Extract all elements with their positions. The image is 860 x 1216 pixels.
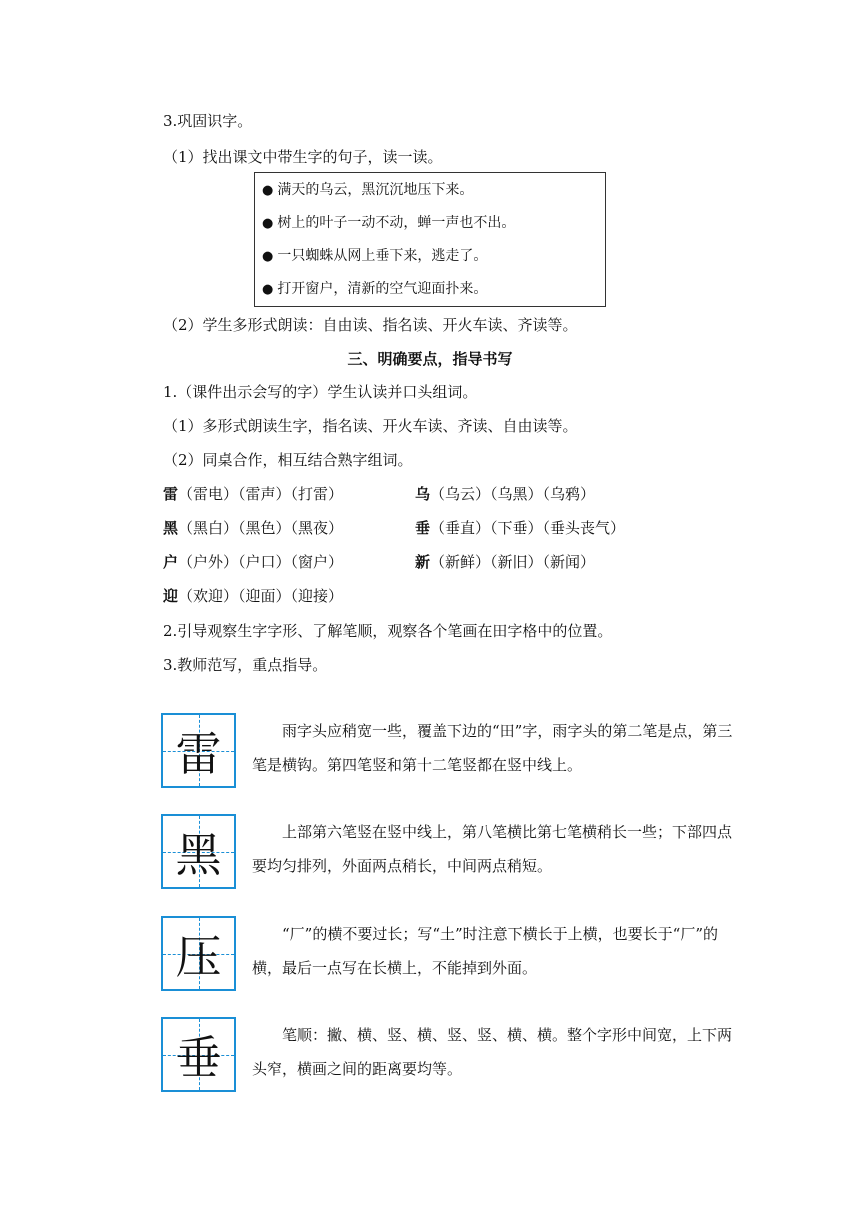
paragraph: 3.教师范写，重点指导。 (163, 656, 328, 674)
word-group: 垂（垂直）（下垂）（垂头丧气） (415, 519, 626, 537)
paragraph: （1）多形式朗读生字，指名读、开火车读、齐读、自由读等。 (163, 417, 578, 435)
sentence-item: ● 满天的乌云，黑沉沉地压下来。 (262, 182, 474, 198)
model-character: 压 (175, 929, 222, 984)
tianzige-box (161, 713, 236, 788)
tianzige-box (161, 916, 236, 991)
sentence-item: ● 一只蜘蛛从网上垂下来，逃走了。 (262, 248, 488, 264)
step-1-text: （1）找出课文中带生字的句子，读一读。 (163, 148, 443, 166)
bullet-icon: ● (262, 183, 274, 198)
paragraph: 1.（课件出示会写的字）学生认读并口头组词。 (163, 383, 478, 401)
word-group: 迎（欢迎）（迎面）（迎接） (163, 587, 344, 605)
character-description: 上部第六笔竖在竖中线上，第八笔横比第七笔横稍长一些；下部四点要均匀排列，外面两点稍长，中间两点稍短。 (252, 823, 733, 875)
section-title: 3.巩固识字。 (163, 112, 253, 130)
character-description: 雨字头应稍宽一些，覆盖下边的“田”字，雨字头的第二笔是点，第三笔是横钩。第四笔竖和第十二笔竖都在竖中线上。 (252, 722, 733, 774)
character-description: “厂”的横不要过长；写“土”时注意下横长于上横，也要长于“厂”的横，最后一点写在长横上，不能掉到外面。 (252, 925, 719, 977)
sentence-item: ● 树上的叶子一动不动，蝉一声也不出。 (262, 215, 516, 231)
word-group: 黑（黑白）（黑色）（黑夜） (163, 519, 344, 537)
model-character: 垂 (175, 1030, 222, 1085)
bullet-icon: ● (262, 249, 274, 264)
word-group: 新（新鲜）（新旧）（新闻） (415, 553, 596, 571)
model-character: 雷 (175, 726, 222, 781)
bullet-icon: ● (262, 282, 274, 297)
step-2-text: （2）学生多形式朗读：自由读、指名读、开火车读、齐读等。 (163, 316, 578, 334)
character-description: 笔顺：撇、横、竖、横、竖、竖、横、横。整个字形中间宽，上下两头窄，横画之间的距离要均等。 (252, 1026, 733, 1078)
sentence-box (254, 172, 606, 307)
bullet-icon: ● (262, 216, 274, 231)
section-heading: 三、明确要点，指导书写 (347, 350, 513, 368)
paragraph: 2.引导观察生字字形、了解笔顺，观察各个笔画在田字格中的位置。 (163, 622, 613, 640)
model-character: 黑 (175, 827, 222, 882)
tianzige-box (161, 814, 236, 889)
sentence-item: ● 打开窗户，清新的空气迎面扑来。 (262, 281, 488, 297)
word-group: 乌（乌云）（乌黑）（乌鸦） (415, 485, 596, 503)
tianzige-box (161, 1017, 236, 1092)
paragraph: （2）同桌合作，相互结合熟字组词。 (163, 451, 413, 469)
word-group: 雷（雷电）（雷声）（打雷） (163, 485, 344, 503)
word-group: 户（户外）（户口）（窗户） (163, 553, 344, 571)
